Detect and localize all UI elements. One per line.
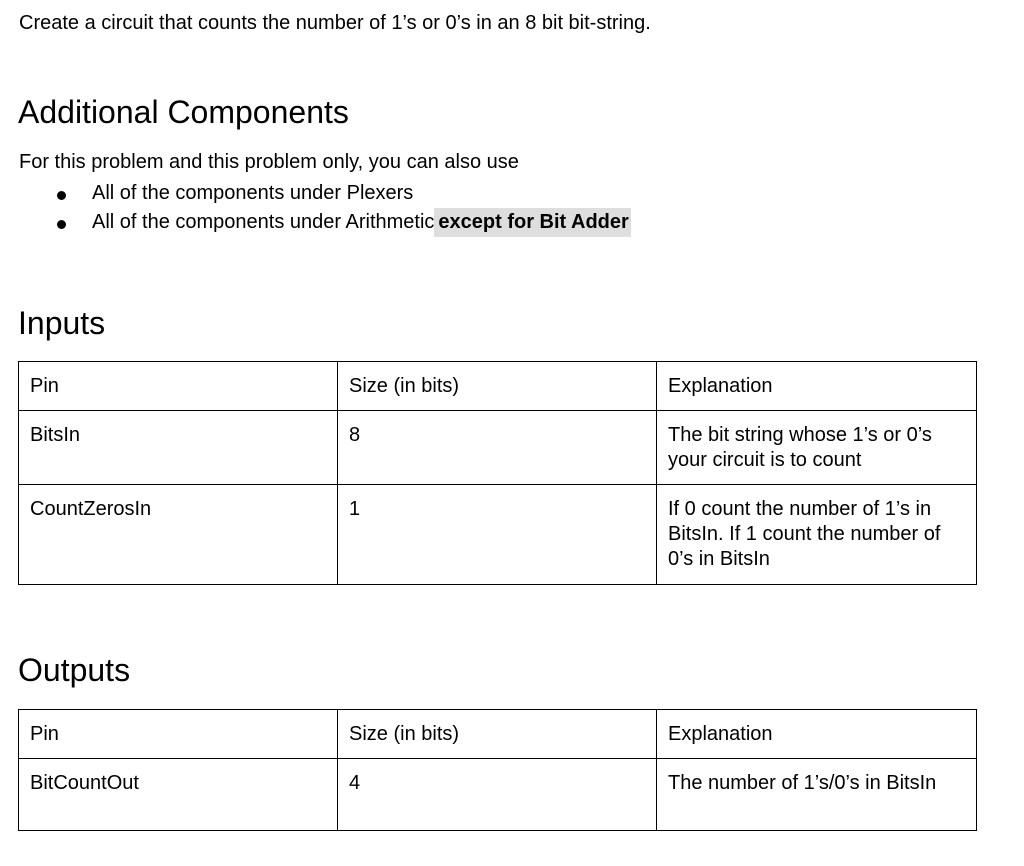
list-item-text: All of the components under Arithmetic	[92, 211, 435, 233]
explanation-cell: If 0 count the number of 1’s in BitsIn. If 1 count the number of 0’s in BitsIn	[657, 485, 977, 585]
column-header-explanation: Explanation	[657, 710, 977, 759]
inputs-heading: Inputs	[18, 305, 106, 341]
size-cell: 8	[338, 411, 657, 485]
explanation-cell: The bit string whose 1’s or 0’s your circuit is to count	[657, 411, 977, 485]
table-row	[19, 759, 977, 831]
list-item-arithmetic	[0, 208, 631, 237]
table-header-row	[19, 362, 977, 411]
column-header-size: Size (in bits)	[338, 362, 657, 411]
additional-components-lead: For this problem and this problem only, you can also use	[19, 151, 519, 173]
size-cell: 4	[338, 759, 657, 831]
bullet-icon	[57, 191, 66, 200]
size-cell: 1	[338, 485, 657, 585]
explanation-cell: The number of 1’s/0’s in BitsIn	[657, 759, 977, 831]
pin-cell: BitCountOut	[19, 759, 338, 831]
list-item-text: All of the components under Plexers	[92, 182, 414, 204]
table-header-row	[19, 710, 977, 759]
column-header-pin: Pin	[19, 710, 338, 759]
additional-components-heading: Additional Components	[18, 94, 349, 130]
pin-cell: CountZerosIn	[19, 485, 338, 585]
components-list	[0, 179, 631, 237]
table-row	[19, 411, 977, 485]
outputs-table	[18, 709, 977, 831]
table-row	[19, 485, 977, 585]
column-header-explanation: Explanation	[657, 362, 977, 411]
highlighted-exception: except for Bit Adder	[434, 208, 630, 237]
column-header-size: Size (in bits)	[338, 710, 657, 759]
list-item-plexers	[0, 179, 631, 208]
intro-text: Create a circuit that counts the number of 1’s or 0’s in an 8 bit bit-string.	[19, 12, 651, 34]
bullet-icon	[57, 220, 66, 229]
outputs-heading: Outputs	[18, 652, 131, 688]
pin-cell: BitsIn	[19, 411, 338, 485]
inputs-table	[18, 361, 977, 585]
column-header-pin: Pin	[19, 362, 338, 411]
